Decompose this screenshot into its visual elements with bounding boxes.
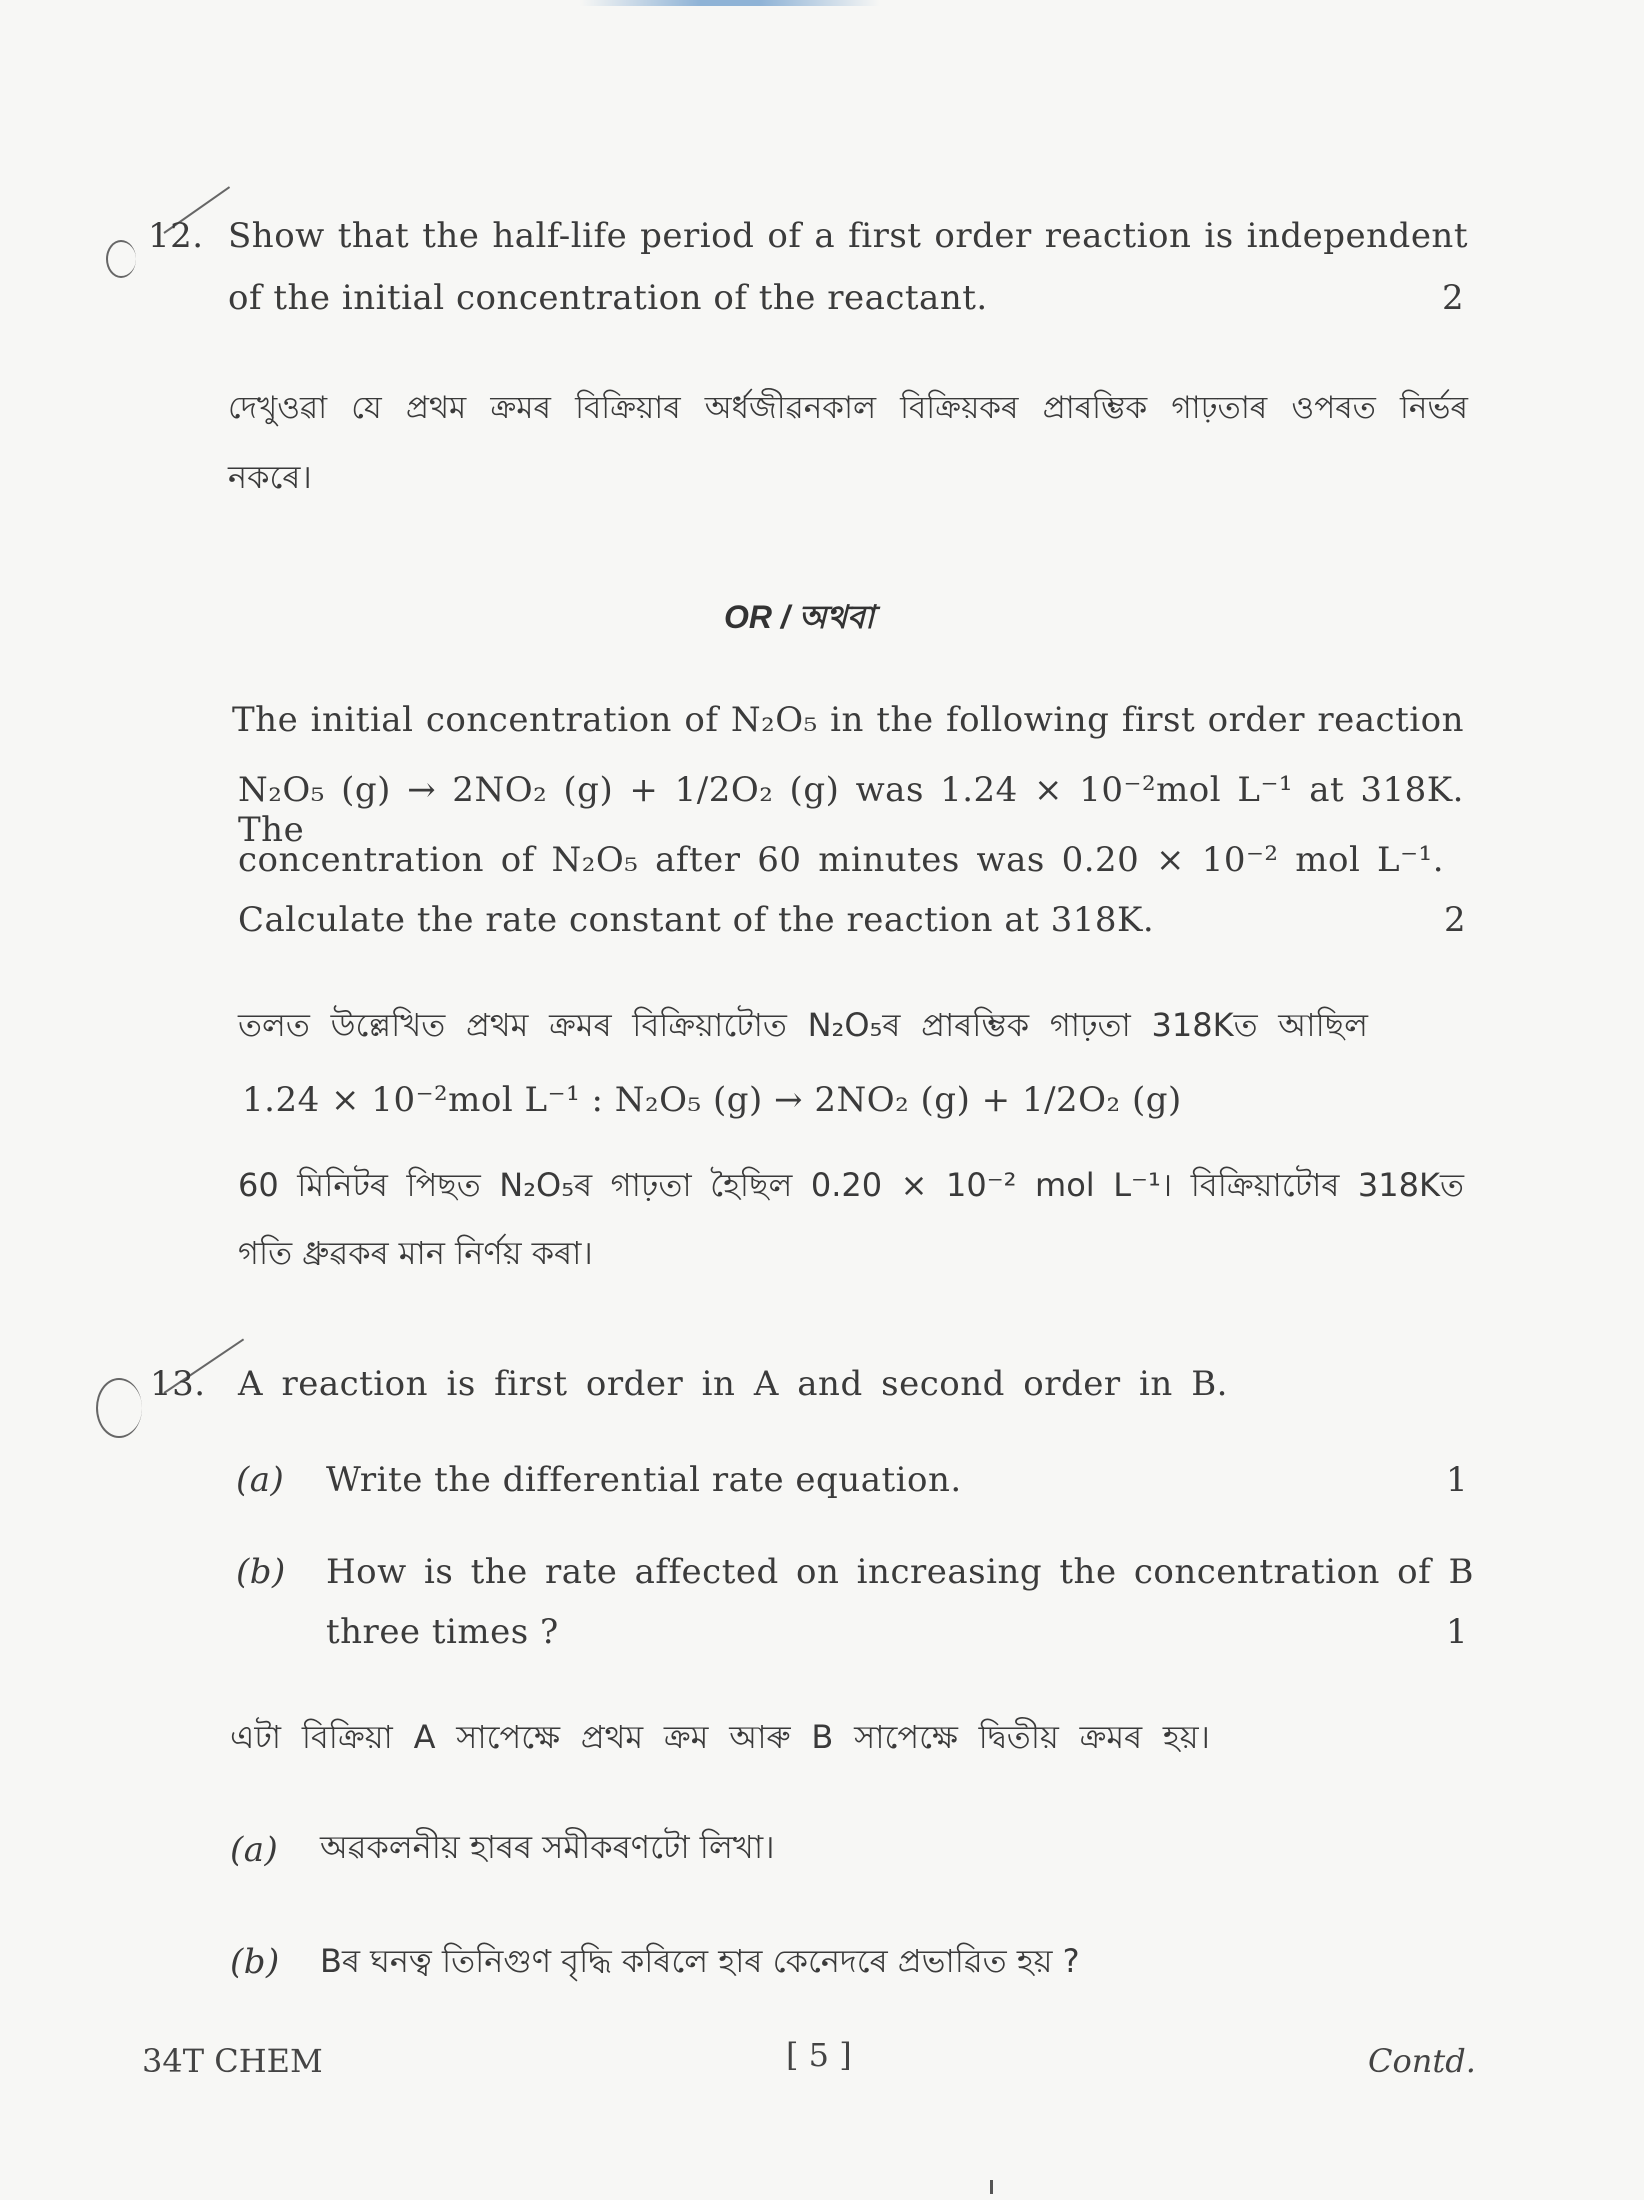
question-13-b-label: (b) (236, 1552, 286, 1592)
question-12-or-assamese-line2: 1.24 × 10⁻²mol L⁻¹ : N₂O₅ (g) → 2NO₂ (g) + 1/2O₂ (g) (242, 1080, 1182, 1120)
or-heading: OR / অথবা (724, 599, 875, 635)
question-12-or-assamese-line3: 60 মিনিটৰ পিছত N₂O₅ৰ গাঢ়তা হৈছিল 0.20 × 10⁻² mol L⁻¹। বিক্ৰিয়াটোৰ 318Kত (238, 1166, 1464, 1204)
question-13-b-text-line1: How is the rate affected on increasing the concentration of B (326, 1552, 1474, 1592)
question-13-number: 13. (150, 1364, 206, 1404)
question-12-or-text-line3: concentration of N₂O₅ after 60 minutes was 0.20 × 10⁻² mol L⁻¹. (238, 840, 1444, 880)
question-12-or-text-line4: Calculate the rate constant of the reaction at 318K. (238, 900, 1155, 940)
question-12-number: 12. (148, 216, 204, 256)
question-13-a-text: Write the differential rate equation. (326, 1460, 962, 1500)
question-13-assamese-stem: এটা বিক্ৰিয়া A সাপেক্ষে প্ৰথম ক্ৰম আৰু B সাপেক্ষে দ্বিতীয় ক্ৰমৰ হয়। (230, 1718, 1210, 1756)
footer-paper-code: 34T CHEM (142, 2042, 323, 2080)
question-13-assamese-a-label: (a) (230, 1830, 279, 1870)
question-13-b-text-line2: three times ? (326, 1612, 559, 1652)
question-13-b-marks: 1 (1446, 1612, 1469, 1652)
question-12-or-assamese-line4: গতি ধ্ৰুৱকৰ মান নিৰ্ণয় কৰা। (238, 1234, 593, 1272)
question-13-a-marks: 1 (1446, 1460, 1469, 1500)
question-13-a-label: (a) (236, 1460, 285, 1500)
question-12-text-line1: Show that the half-life period of a first order reaction is independent (228, 216, 1468, 256)
question-13-assamese-b-text: Bৰ ঘনত্ব তিনিগুণ বৃদ্ধি কৰিলে হাৰ কেনেদৰে প্ৰভাৱিত হয় ? (320, 1942, 1080, 1980)
footer-continued: Contd. (1368, 2042, 1476, 2080)
footer-page-number: [ 5 ] (786, 2036, 852, 2074)
question-12-marks: 2 (1442, 278, 1465, 318)
question-13-assamese-a-text: অৱকলনীয় হাৰৰ সমীকৰণটো লিখা। (320, 1828, 775, 1866)
question-12-text-line2: of the initial concentration of the reactant. (228, 278, 988, 318)
question-12-or-assamese-line1: তলত উল্লেখিত প্ৰথম ক্ৰমৰ বিক্ৰিয়াটোত N₂O₅ৰ প্ৰাৰম্ভিক গাঢ়তা 318Kত আছিল (238, 1006, 1368, 1044)
question-13-assamese-b-label: (b) (230, 1942, 280, 1982)
question-13-stem: A reaction is first order in A and second order in B. (238, 1364, 1228, 1404)
handwritten-mark-q13 (96, 1378, 142, 1438)
question-12-assamese-line1: দেখুওৱা যে প্ৰথম ক্ৰমৰ বিক্ৰিয়াৰ অৰ্ধজীৱনকাল বিক্ৰিয়কৰ প্ৰাৰম্ভিক গাঢ়তাৰ ওপৰত নিৰ্ভৰ (228, 390, 1468, 426)
question-12-or-text-line2: N₂O₅ (g) → 2NO₂ (g) + 1/2O₂ (g) was 1.24 × 10⁻²mol L⁻¹ at 318K. The (238, 770, 1464, 850)
bottom-edge-mark (990, 2180, 993, 2194)
question-12-assamese-line2: নকৰে। (228, 458, 312, 496)
question-12-or-marks: 2 (1444, 900, 1467, 940)
question-12-or-text-line1: The initial concentration of N₂O₅ in the following first order reaction (232, 700, 1464, 740)
handwritten-mark-q12 (106, 240, 136, 278)
